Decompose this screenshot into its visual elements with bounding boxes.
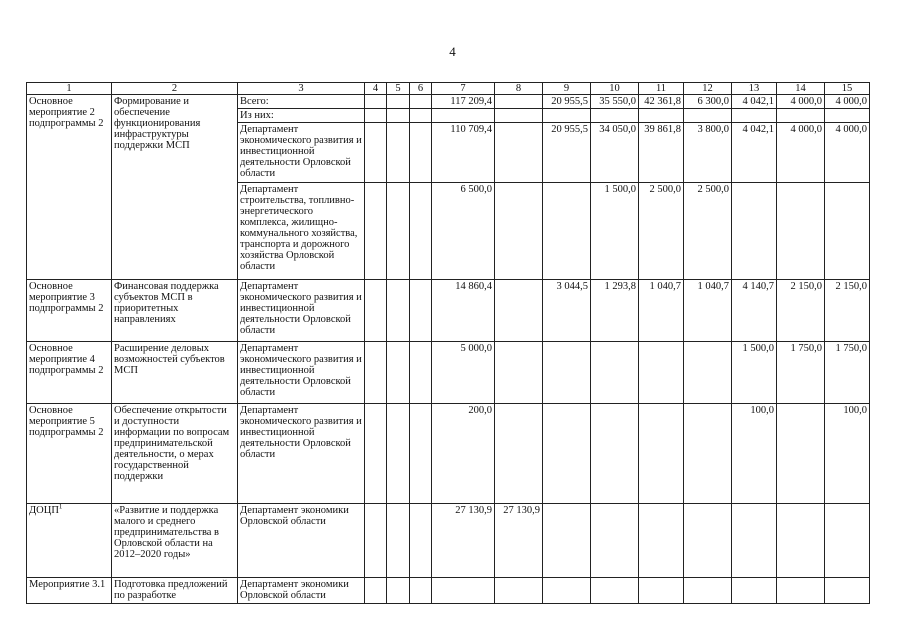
- value-cell: 100,0: [732, 404, 777, 504]
- value-cell: 27 130,9: [432, 504, 495, 578]
- executor-cell: Департамент экономики Орловской области: [238, 504, 365, 578]
- column-header: 1: [27, 83, 112, 95]
- value-cell: 1 500,0: [591, 183, 639, 280]
- measure-description-cell: Формирование и обеспечение функционирования инфраструктуры поддержки МСП: [112, 95, 238, 280]
- value-cell: 3 044,5: [543, 280, 591, 342]
- footnote-mark: 1: [58, 503, 63, 511]
- value-cell: 4 140,7: [732, 280, 777, 342]
- value-cell: 117 209,4: [432, 95, 495, 109]
- value-cell: 1 750,0: [825, 342, 870, 404]
- value-cell: 1 040,7: [684, 280, 732, 342]
- column-header: 4: [365, 83, 387, 95]
- measure-description-cell: Обеспечение открытости и доступности информации по вопросам предпринимательской деятельности, о мерах государственной поддержки: [112, 404, 238, 504]
- value-cell: 14 860,4: [432, 280, 495, 342]
- budget-table: [26, 82, 870, 604]
- value-cell: 4 000,0: [777, 95, 825, 109]
- column-header: 7: [432, 83, 495, 95]
- measure-description-cell: «Развитие и поддержка малого и среднего предпринимательства в Орловской области на 2012–2020 годы»: [112, 504, 238, 578]
- column-header: 6: [410, 83, 432, 95]
- executor-cell: Департамент строительства, топливно-энергетического комплекса, жилищно-коммунального хозяйства, транспорта и дорожного хозяйства Орловской области: [238, 183, 365, 280]
- value-cell: 27 130,9: [495, 504, 543, 578]
- measure-name-cell: Мероприятие 3.1: [27, 578, 112, 604]
- value-cell: 4 000,0: [825, 123, 870, 183]
- value-cell: 4 042,1: [732, 123, 777, 183]
- value-cell: [495, 95, 543, 109]
- value-cell: 4 000,0: [825, 95, 870, 109]
- empty-cell: [387, 95, 410, 109]
- column-header: 11: [639, 83, 684, 95]
- column-header: 9: [543, 83, 591, 95]
- value-cell: 2 150,0: [777, 280, 825, 342]
- column-header: 8: [495, 83, 543, 95]
- executor-cell: Всего:: [238, 95, 365, 109]
- page-number: 4: [449, 44, 456, 59]
- value-cell: 42 361,8: [639, 95, 684, 109]
- executor-cell: Департамент экономического развития и инвестиционной деятельности Орловской области: [238, 342, 365, 404]
- value-cell: 4 000,0: [777, 123, 825, 183]
- value-cell: 1 040,7: [639, 280, 684, 342]
- measure-description-cell: Подготовка предложений по разработке: [112, 578, 238, 604]
- value-cell: 20 955,5: [543, 95, 591, 109]
- value-cell: 34 050,0: [591, 123, 639, 183]
- empty-cell: [410, 95, 432, 109]
- executor-cell: Департамент экономического развития и инвестиционной деятельности Орловской области: [238, 123, 365, 183]
- column-header: 5: [387, 83, 410, 95]
- column-header: 15: [825, 83, 870, 95]
- measure-name-cell: Основное мероприятие 2 подпрограммы 2: [27, 95, 112, 280]
- value-cell: 5 000,0: [432, 342, 495, 404]
- measure-name-cell: [27, 504, 112, 578]
- measure-name-cell: Основное мероприятие 4 подпрограммы 2: [27, 342, 112, 404]
- table-row: [27, 404, 870, 504]
- value-cell: 20 955,5: [543, 123, 591, 183]
- value-cell: 110 709,4: [432, 123, 495, 183]
- value-cell: 2 150,0: [825, 280, 870, 342]
- column-header: 3: [238, 83, 365, 95]
- value-cell: 100,0: [825, 404, 870, 504]
- table-row: [27, 95, 870, 109]
- table-row: [27, 504, 870, 578]
- value-cell: 6 500,0: [432, 183, 495, 280]
- value-cell: 4 042,1: [732, 95, 777, 109]
- measure-description-cell: Расширение деловых возможностей субъектов МСП: [112, 342, 238, 404]
- value-cell: 200,0: [432, 404, 495, 504]
- measure-name-cell: Основное мероприятие 3 подпрограммы 2: [27, 280, 112, 342]
- value-cell: 35 550,0: [591, 95, 639, 109]
- executor-cell: Из них:: [238, 109, 365, 123]
- measure-description-cell: Финансовая поддержка субъектов МСП в приоритетных направлениях: [112, 280, 238, 342]
- value-cell: 2 500,0: [684, 183, 732, 280]
- value-cell: 1 293,8: [591, 280, 639, 342]
- value-cell: 6 300,0: [684, 95, 732, 109]
- empty-cell: [365, 95, 387, 109]
- measure-name-text: ДОЦП: [29, 505, 59, 516]
- column-header: 10: [591, 83, 639, 95]
- value-cell: 2 500,0: [639, 183, 684, 280]
- value-cell: 1 750,0: [777, 342, 825, 404]
- column-header: 12: [684, 83, 732, 95]
- column-header: 2: [112, 83, 238, 95]
- value-cell: 39 861,8: [639, 123, 684, 183]
- table-row: [27, 280, 870, 342]
- executor-cell: Департамент экономики Орловской области: [238, 578, 365, 604]
- value-cell: 1 500,0: [732, 342, 777, 404]
- executor-cell: Департамент экономического развития и инвестиционной деятельности Орловской области: [238, 280, 365, 342]
- column-header: 14: [777, 83, 825, 95]
- table-row: [27, 342, 870, 404]
- executor-cell: Департамент экономического развития и инвестиционной деятельности Орловской области: [238, 404, 365, 504]
- header-row: [27, 83, 870, 95]
- table-row: [27, 578, 870, 604]
- value-cell: 3 800,0: [684, 123, 732, 183]
- column-header: 13: [732, 83, 777, 95]
- measure-name-cell: Основное мероприятие 5 подпрограммы 2: [27, 404, 112, 504]
- value-cell: [495, 123, 543, 183]
